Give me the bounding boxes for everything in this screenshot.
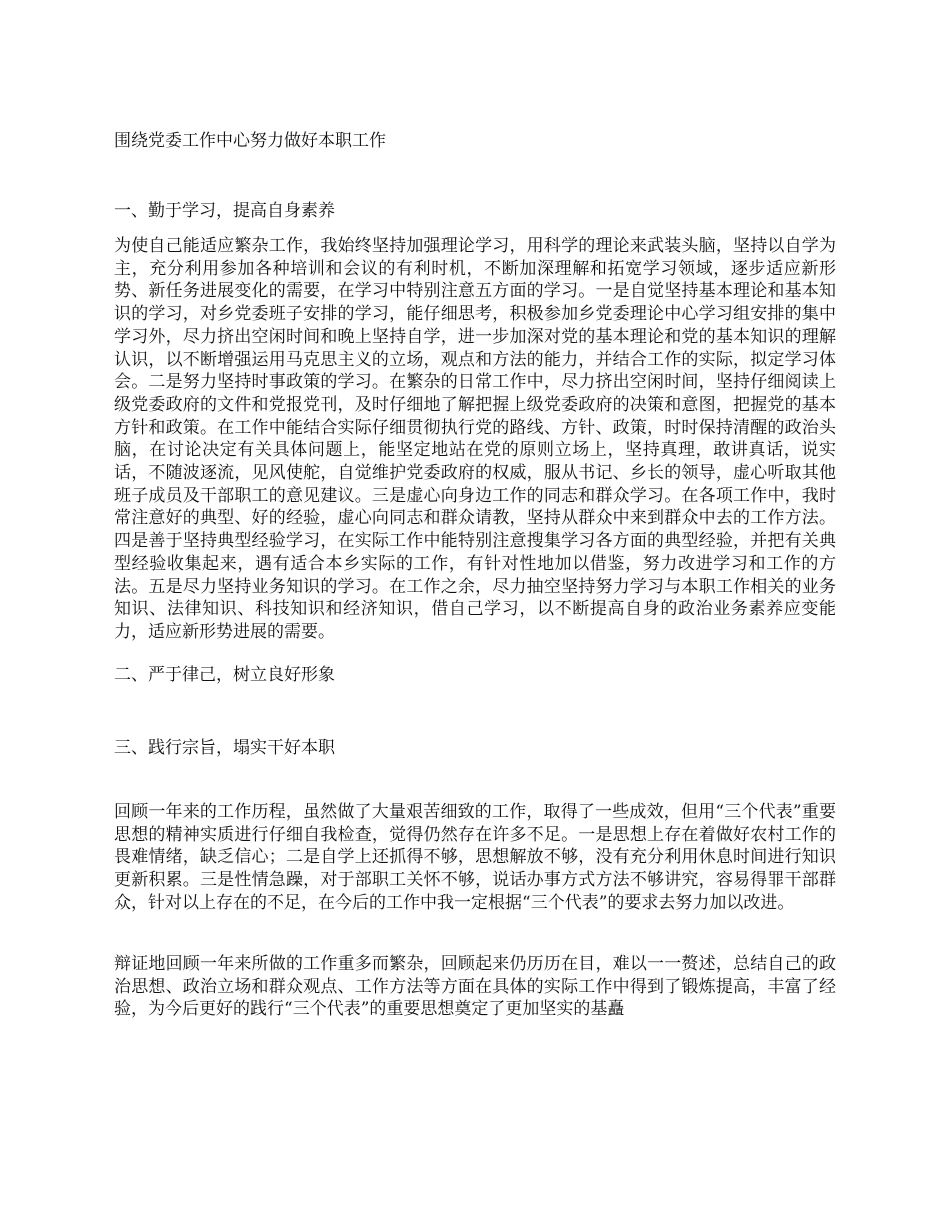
section-heading-1: 一、勤于学习，提高自身素养 [114,201,335,221]
section-1-paragraph: 为使自己能适应繁杂工作，我始终坚持加强理论学习，用科学的理论来武装头脑，坚持以自学为主，充分利用参加各种培训和会议的有利时机，不断加深理解和拓宽学习领域，逐步适应新形势、新任务进展变化的需要，在学习中特别注意五方面的学习。一是自觉坚持基本理论和基本知识的学习，对乡党委班子安排的学习，能仔细思考，积极参加乡党委理论中心学习组安排的集中学习外，尽力挤出空闲时间和晚上坚持自学，进一步加深对党的基本理论和党的基本知识的理解认识，以不断增强运用马克思主义的立场，观点和方法的能力，并结合工作的实际，拟定学习体会。二是努力坚持时事政策的学习。在繁杂的日常工作中，尽力挤出空闲时间，坚持仔细阅读上级党委政府的文件和党报党刊，及时仔细地了解把握上级党委政府的决策和意图，把握党的基本方针和政策。在工作中能结合实际仔细贯彻执行党的路线、方针、政策，时时保持清醒的政治头脑，在讨论决定有关具体问题上，能坚定地站在党的原则立场上，坚持真理，敢讲真话，说实话，不随波逐流，见风使舵，自觉维护党委政府的权威，服从书记、乡长的领导，虚心听取其他班子成员及干部职工的意见建议。三是虚心向身边工作的同志和群众学习。在各项工作中，我时常注意好的典型、好的经验，虚心向同志和群众请教，坚持从群众中来到群众中去的工作方法。四是善于坚持典型经验学习，在实际工作中能特别注意搜集学习各方面的典型经验，并把有关典型经验收集起来，遇有适合本乡实际的工作，有针对性地加以借鉴，努力改进学习和工作的方法。五是尽力坚持业务知识的学习。在工作之余，尽力抽空坚持努力学习与本职工作相关的业务知识、法律知识、科技知识和经济知识，借自己学习，以不断提高自身的政治业务素养应变能力，适应新形势进展的需要。 [114,236,836,642]
section-heading-3: 三、践行宗旨，塌实干好本职 [114,738,335,758]
document-title: 围绕党委工作中心努力做好本职工作 [114,131,386,151]
review-paragraph: 回顾一年来的工作历程，虽然做了大量艰苦细致的工作，取得了一些成效，但用“三个代表”重要思想的精神实质进行仔细自我检查，觉得仍然存在许多不足。一是思想上存在着做好农村工作的畏难情绪，缺乏信心；二是自学上还抓得不够，思想解放不够，没有充分利用休息时间进行知识更新积累。三是性情急躁，对于部职工关怀不够，说话办事方式方法不够讲究，容易得罪干部群众，针对以上存在的不足，在今后的工作中我一定根据“三个代表”的要求去努力加以改进。 [114,802,836,913]
summary-paragraph: 辩证地回顾一年来所做的工作重多而繁杂，回顾起来仍历历在目，难以一一赘述，总结自己的政治思想、政治立场和群众观点、工作方法等方面在具体的实际工作中得到了锻炼提高，丰富了经验，为今后更好的践行“三个代表”的重要思想奠定了更加坚实的基矗 [114,954,836,1020]
section-heading-2: 二、严于律己，树立良好形象 [114,665,335,685]
